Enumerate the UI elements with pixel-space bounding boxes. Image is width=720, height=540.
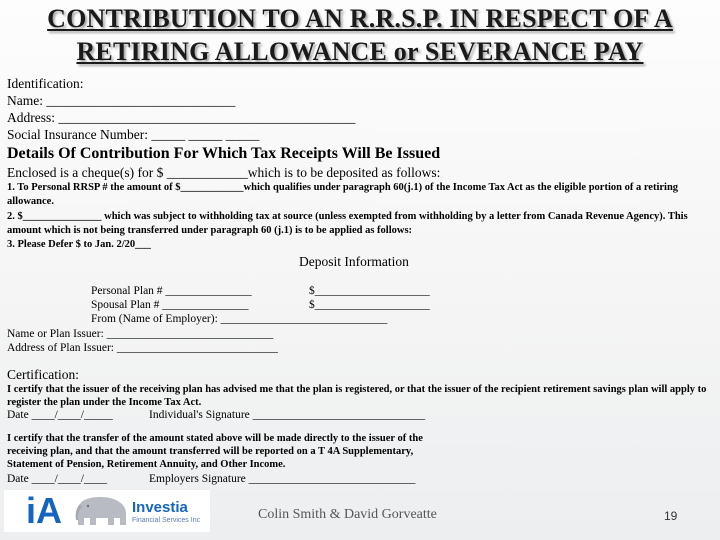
certification-statement-2-line-3: Statement of Pension, Retirement Annuity, and Other Income. — [7, 459, 286, 470]
elephant-icon — [74, 494, 130, 528]
logo-name: Investia — [132, 499, 188, 516]
title-line-2: RETIRING ALLOWANCE or SEVERANCE PAY — [76, 37, 644, 66]
spousal-plan-field[interactable]: Spousal Plan # _______________ — [91, 299, 249, 311]
ia-logo-mark: iA — [26, 490, 62, 531]
personal-amount-field[interactable]: $____________________ — [309, 285, 430, 297]
deposit-heading: Deposit Information — [299, 254, 409, 269]
item-2: 2. $_______________ which was subject to withholding tax at source (unless exempted from withholding by a letter from Canada Revenue Agency). This amount which is not being transferred under paragraph 60 (j.1) is to be applied as follows: — [7, 211, 688, 236]
title-line-1: CONTRIBUTION TO AN R.R.S.P. IN RESPECT OF A — [47, 4, 673, 33]
footer-authors: Colin Smith & David Gorveatte — [258, 507, 437, 522]
date-field-2[interactable]: Date ____/____/____ — [7, 473, 107, 485]
sin-field[interactable]: Social Insurance Number: _____ _____ _____ — [7, 127, 260, 142]
name-field[interactable]: Name: ____________________________ — [7, 93, 236, 108]
address-field[interactable]: Address: ____________________________________________ — [7, 110, 356, 125]
spousal-amount-field[interactable]: $____________________ — [309, 299, 430, 311]
certification-heading: Certification: — [7, 367, 79, 382]
logo-subtitle: Financial Services Inc — [132, 517, 201, 524]
investia-logo — [4, 490, 210, 532]
item-1: 1. To Personal RRSP # the amount of $____________which qualifies under paragraph 60(j.1) of the Income Tax Act as the eligible portion of a retiring allowance. — [7, 182, 679, 207]
issuer-address-field[interactable]: Address of Plan Issuer: ____________________________ — [7, 342, 278, 354]
identification-heading: Identification: — [7, 76, 84, 91]
item-3: 3. Please Defer $ to Jan. 2/20___ — [7, 239, 151, 250]
plan-issuer-field[interactable]: Name or Plan Issuer: _____________________________ — [7, 328, 274, 340]
certification-statement-2-line-2: receiving plan, and that the amount transferred will be reported on a T 4A Supplementary, — [7, 446, 414, 457]
personal-plan-field[interactable]: Personal Plan # _______________ — [91, 285, 252, 297]
certification-statement-2-line-1: I certify that the transfer of the amount stated above will be made directly to the issuer of the — [7, 433, 423, 444]
employer-field[interactable]: From (Name of Employer): _____________________________ — [91, 313, 388, 325]
details-heading: Details Of Contribution For Which Tax Receipts Will Be Issued — [7, 145, 441, 162]
individual-signature-field[interactable]: Individual's Signature ______________________________ — [149, 409, 426, 421]
certification-statement-1: I certify that the issuer of the receiving plan has advised me that the plan is registered, or that the issuer of the recipient retirement savings plan will apply to register the plan under the Income Tax Act. — [7, 384, 707, 408]
employer-signature-field[interactable]: Employers Signature _____________________________ — [149, 473, 416, 485]
enclosed-cheque-line: Enclosed is a cheque(s) for $ ____________which is to be deposited as follows: — [7, 165, 441, 180]
date-field-1[interactable]: Date ____/____/_____ — [7, 409, 113, 421]
page-number: 19 — [664, 509, 678, 523]
